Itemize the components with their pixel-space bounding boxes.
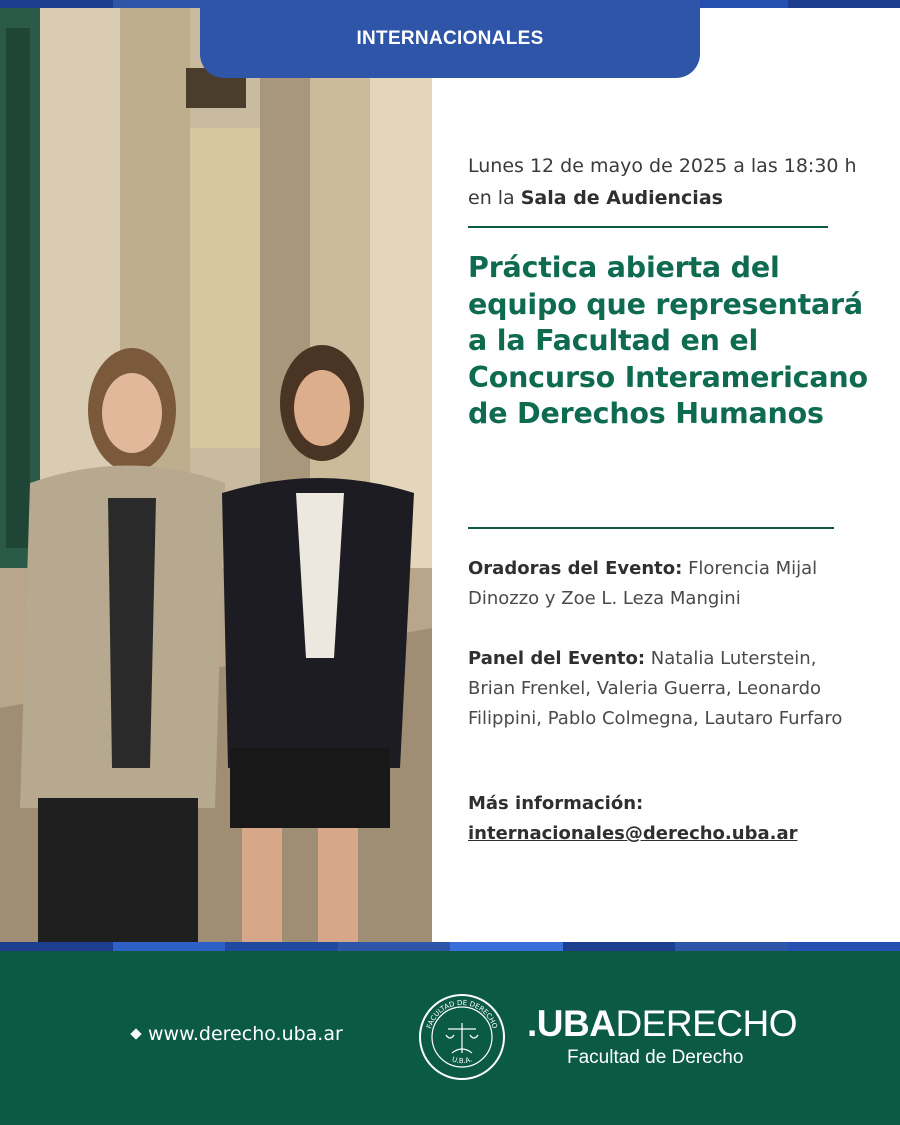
event-venue xyxy=(468,182,868,214)
event-speakers xyxy=(468,554,868,614)
event-date: Lunes 12 de mayo de 2025 a las 18:30 h xyxy=(468,155,857,177)
diamond-bullet-icon xyxy=(130,1028,141,1039)
speakers-label: Oradoras del Evento: xyxy=(468,558,683,579)
brand-subtitle: Facultad de Derecho xyxy=(567,1047,744,1068)
section-tab-label: INTERNACIONALES xyxy=(356,28,544,49)
panel-label: Panel del Evento: xyxy=(468,648,646,669)
website-link[interactable] xyxy=(132,1023,343,1045)
speakers-names: Florencia Mijal Dinozzo y Zoe L. Leza Mangini xyxy=(468,558,818,609)
divider-bottom xyxy=(468,527,834,529)
event-panel xyxy=(468,644,868,734)
bottom-color-stripe xyxy=(0,942,900,951)
divider-top xyxy=(468,226,828,228)
uba-derecho-brand xyxy=(527,1003,797,1069)
event-photo xyxy=(0,8,432,942)
event-title: Práctica abierta del equipo que representará a la Facultad en el Concurso Interamericano de Derechos Humanos xyxy=(468,251,868,430)
section-tab xyxy=(200,0,700,78)
brand-uba: .UBA xyxy=(527,1003,616,1044)
event-datetime-venue xyxy=(468,150,868,214)
uba-seal-logo xyxy=(418,993,506,1081)
panel-names: Natalia Luterstein, Brian Frenkel, Valeria Guerra, Leonardo Filippini, Pablo Colmegna, Lautaro Furfaro xyxy=(468,648,843,729)
website-url: www.derecho.uba.ar xyxy=(148,1023,343,1045)
contact-email-link[interactable]: internacionales@derecho.uba.ar xyxy=(468,823,798,844)
more-info xyxy=(468,789,868,849)
footer xyxy=(0,951,900,1125)
seal-text-bottom: U.B.A. xyxy=(450,1055,474,1066)
venue-name: Sala de Audiencias xyxy=(520,187,723,209)
seal-text-top: FACULTAD DE DERECHO xyxy=(425,998,499,1030)
venue-prefix: en la xyxy=(468,187,521,209)
brand-derecho: DERECHO xyxy=(615,1003,797,1044)
more-info-label: Más información: xyxy=(468,793,644,814)
